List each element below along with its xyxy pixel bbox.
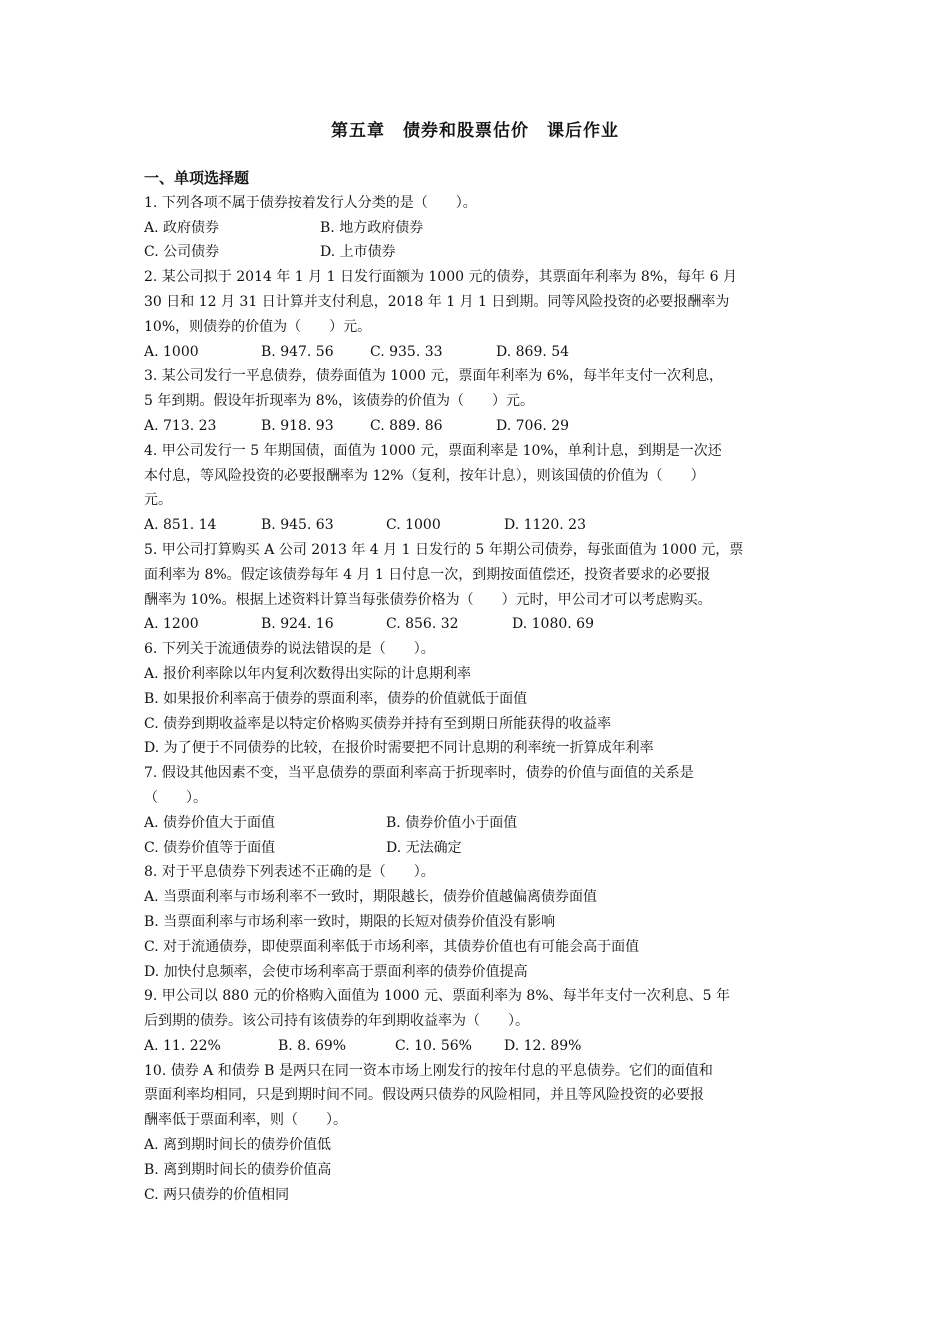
option-d: D. 1120. 23 — [504, 517, 586, 534]
option-a: A. 离到期时间长的债券价值低 — [144, 1137, 332, 1154]
question-10-cont: 票面利率均相同，只是到期时间不同。假设两只债券的风险相同，并且等风险投资的必要报 — [144, 1087, 704, 1104]
option-d: D. 1080. 69 — [512, 616, 594, 633]
document-body — [144, 166, 808, 1207]
question-2-cont: 30 日和 12 月 31 日计算并支付利息，2018 年 1 月 1 日到期。同等风险投资的必要报酬率为 — [144, 293, 730, 310]
question-2-options — [144, 340, 808, 365]
question-10-cont: 酬率低于票面利率，则（ ）。 — [144, 1112, 347, 1129]
option-d: D. 12. 89% — [504, 1037, 582, 1054]
option-a: A. 债券价值大于面值 — [144, 814, 276, 831]
question-8: 8. 对于平息债券下列表述不正确的是（ ）。 — [144, 864, 435, 881]
question-5-options — [144, 612, 808, 637]
option-d: D. 上市债券 — [320, 244, 396, 261]
question-7: 7. 假设其他因素不变，当平息债券的票面利率高于折现率时，债券的价值与面值的关系是 — [144, 765, 694, 782]
question-9-options — [144, 1034, 808, 1059]
option-c: C. 935. 33 — [370, 343, 443, 360]
question-4-cont: 本付息，等风险投资的必要报酬率为 12%（复利，按年计息），则该国债的价值为（ ） — [144, 467, 705, 484]
option-c: C. 10. 56% — [395, 1037, 472, 1054]
question-9-cont: 后到期的债券。该公司持有该债券的年到期收益率为（ ）。 — [144, 1013, 529, 1030]
option-a: A. 1200 — [144, 616, 199, 633]
question-1: 1. 下列各项不属于债券按着发行人分类的是（ ）。 — [144, 194, 477, 211]
question-1-options-2 — [144, 240, 808, 265]
question-3-cont: 5 年到期。假设年折现率为 8%，该债券的价值为（ ）元。 — [144, 393, 535, 410]
option-c: C. 债券到期收益率是以特定价格购买债券并持有至到期日所能获得的收益率 — [144, 715, 612, 732]
option-d: D. 869. 54 — [496, 343, 570, 360]
option-b: B. 924. 16 — [261, 616, 334, 633]
option-b: B. 如果报价利率高于债券的票面利率，债券的价值就低于面值 — [144, 690, 528, 707]
option-b: B. 918. 93 — [261, 417, 334, 434]
question-3: 3. 某公司发行一平息债券，债券面值为 1000 元，票面年利率为 6%，每半年支付一次利息， — [144, 368, 723, 385]
question-2-cont: 10%，则债券的价值为（ ）元。 — [144, 318, 372, 335]
question-4-options — [144, 513, 808, 538]
option-b: B. 地方政府债券 — [320, 219, 424, 236]
question-5: 5. 甲公司打算购买 A 公司 2013 年 4 月 1 日发行的 5 年期公司债券，每张面值为 1000 元，票 — [144, 541, 744, 558]
option-c: C. 对于流通债券，即使票面利率低于市场利率，其债券价值也有可能会高于面值 — [144, 938, 640, 955]
option-b: B. 债券价值小于面值 — [386, 814, 518, 831]
question-1-options — [144, 216, 808, 241]
question-4: 4. 甲公司发行一 5 年期国债，面值为 1000 元，票面利率是 10%，单利计息，到期是一次还 — [144, 442, 722, 459]
option-d: D. 加快付息频率，会使市场利率高于票面利率的债券价值提高 — [144, 963, 528, 980]
option-c: C. 两只债券的价值相同 — [144, 1186, 290, 1203]
option-b: B. 945. 63 — [261, 517, 334, 534]
option-a: A. 11. 22% — [144, 1037, 221, 1054]
option-b: B. 离到期时间长的债券价值高 — [144, 1161, 332, 1178]
option-c: C. 公司债券 — [144, 244, 220, 261]
question-5-cont: 酬率为 10%。根据上述资料计算当每张债券价格为（ ）元时，甲公司才可以考虑购买。 — [144, 591, 712, 608]
question-6: 6. 下列关于流通债券的说法错误的是（ ）。 — [144, 641, 435, 658]
question-7-options — [144, 811, 808, 836]
option-d: D. 无法确定 — [386, 839, 462, 856]
option-b: B. 8. 69% — [278, 1037, 347, 1054]
question-10: 10. 债券 A 和债券 B 是两只在同一资本市场上刚发行的按年付息的平息债券。它们的面值和 — [144, 1062, 713, 1079]
option-d: D. 706. 29 — [496, 417, 570, 434]
section-heading: 一、单项选择题 — [144, 169, 250, 187]
question-7-options-2 — [144, 836, 808, 861]
question-7-cont: （ ）。 — [144, 789, 207, 806]
option-a: A. 851. 14 — [144, 517, 217, 534]
option-c: C. 1000 — [386, 517, 441, 534]
option-b: B. 947. 56 — [261, 343, 334, 360]
option-c: C. 债券价值等于面值 — [144, 839, 276, 856]
page-title: 第五章 债券和股票估价 课后作业 — [331, 121, 619, 141]
option-a: A. 1000 — [144, 343, 199, 360]
question-5-cont: 面利率为 8%。假定该债券每年 4 月 1 日付息一次，到期按面值偿还，投资者要求的必要报 — [144, 566, 711, 583]
option-c: C. 856. 32 — [386, 616, 459, 633]
option-a: A. 政府债券 — [144, 219, 220, 236]
question-2: 2. 某公司拟于 2014 年 1 月 1 日发行面额为 1000 元的债券，其票面年利率为 8%，每年 6 月 — [144, 269, 737, 286]
option-a: A. 713. 23 — [144, 417, 217, 434]
question-9: 9. 甲公司以 880 元的价格购入面值为 1000 元、票面利率为 8%、每半年支付一次利息、5 年 — [144, 988, 730, 1005]
option-b: B. 当票面利率与市场利率一致时，期限的长短对债券价值没有影响 — [144, 913, 556, 930]
question-4-cont: 元。 — [144, 492, 172, 509]
question-3-options — [144, 414, 808, 439]
option-d: D. 为了便于不同债券的比较，在报价时需要把不同计息期的利率统一折算成年利率 — [144, 740, 654, 757]
option-a: A. 当票面利率与市场利率不一致时，期限越长，债券价值越偏离债券面值 — [144, 889, 598, 906]
option-c: C. 889. 86 — [370, 417, 443, 434]
option-a: A. 报价利率除以年内复利次数得出实际的计息期利率 — [144, 665, 472, 682]
